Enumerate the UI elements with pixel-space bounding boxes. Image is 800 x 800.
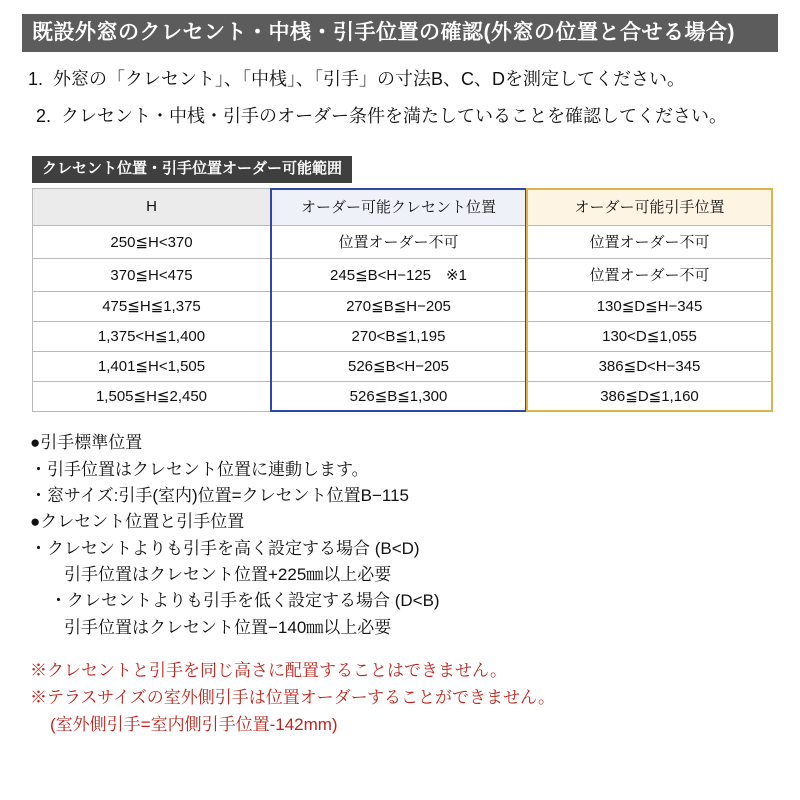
note-heading-positions: ●クレセント位置と引手位置 bbox=[30, 512, 245, 532]
note-line-window-size: ・窓サイズ:引手(室内)位置=クレセント位置B−115 bbox=[30, 485, 409, 505]
cell-h: 250≦H<370 bbox=[33, 226, 271, 259]
cell-handle: 386≦D<H−345 bbox=[527, 352, 773, 382]
cell-handle: 386≦D≦1,160 bbox=[527, 382, 773, 412]
cell-h: 1,505≦H≦2,450 bbox=[33, 382, 271, 412]
table-header-row bbox=[33, 189, 773, 226]
note-line-handle-linked: ・引手位置はクレセント位置に連動します。 bbox=[30, 459, 369, 479]
table-row bbox=[33, 322, 773, 352]
table-row bbox=[33, 259, 773, 292]
range-table bbox=[32, 188, 773, 412]
table-row bbox=[33, 292, 773, 322]
table-row bbox=[33, 226, 773, 259]
range-table-wrap bbox=[32, 188, 772, 412]
warning-same-height: ※クレセントと引手を同じ高さに配置することはできません。 bbox=[30, 660, 508, 680]
note-line-higher-case: ・クレセントよりも引手を高く設定する場合 (B<D) bbox=[30, 538, 420, 558]
warning-terrace-size: ※テラスサイズの室外側引手は位置オーダーすることができません。 bbox=[30, 688, 555, 708]
step-text-1: 外窓の「クレセント」、「中桟」、「引手」の寸法B、C、Dを測定してください。 bbox=[53, 69, 686, 90]
steps-list bbox=[22, 66, 778, 130]
note-line-lower-requirement: 引手位置はクレセント位置−140㎜以上必要 bbox=[64, 617, 392, 637]
cell-h: 1,375<H≦1,400 bbox=[33, 322, 271, 352]
step-text-2: クレセント・中桟・引手のオーダー条件を満たしていることを確認してください。 bbox=[61, 106, 728, 127]
step-item-2 bbox=[36, 103, 778, 130]
note-line-higher-requirement: 引手位置はクレセント位置+225㎜以上必要 bbox=[64, 564, 392, 584]
page-title: 既設外窓のクレセント・中桟・引手位置の確認(外窓の位置と合せる場合) bbox=[22, 14, 778, 52]
cell-crescent: 245≦B<H−125 ※1 bbox=[271, 259, 527, 292]
cell-h: 370≦H<475 bbox=[33, 259, 271, 292]
column-header-handle: オーダー可能引手位置 bbox=[527, 189, 773, 226]
warning-outdoor-handle-note: (室外側引手=室内側引手位置-142mm) bbox=[50, 715, 338, 735]
note-heading-handle-standard: ●引手標準位置 bbox=[30, 433, 143, 453]
cell-crescent: 位置オーダー不可 bbox=[271, 226, 527, 259]
table-row bbox=[33, 382, 773, 412]
notes-section bbox=[30, 430, 778, 641]
column-header-h: H bbox=[33, 189, 271, 226]
cell-handle: 位置オーダー不可 bbox=[527, 259, 773, 292]
table-row bbox=[33, 352, 773, 382]
step-number-2: 2. bbox=[36, 106, 52, 127]
cell-handle: 位置オーダー不可 bbox=[527, 226, 773, 259]
step-item-1 bbox=[28, 66, 778, 93]
cell-crescent: 270≦B≦H−205 bbox=[271, 292, 527, 322]
cell-h: 475≦H≦1,375 bbox=[33, 292, 271, 322]
table-caption: クレセント位置・引手位置オーダー可能範囲 bbox=[32, 156, 352, 183]
cell-crescent: 526≦B<H−205 bbox=[271, 352, 527, 382]
cell-handle: 130≦D≦H−345 bbox=[527, 292, 773, 322]
cell-crescent: 526≦B≦1,300 bbox=[271, 382, 527, 412]
cell-h: 1,401≦H<1,505 bbox=[33, 352, 271, 382]
note-line-lower-case: ・クレセントよりも引手を低く設定する場合 (D<B) bbox=[50, 591, 440, 611]
cell-crescent: 270<B≦1,195 bbox=[271, 322, 527, 352]
cell-handle: 130<D≦1,055 bbox=[527, 322, 773, 352]
step-number-1: 1. bbox=[28, 69, 44, 90]
column-header-crescent: オーダー可能クレセント位置 bbox=[271, 189, 527, 226]
warnings-section bbox=[30, 657, 778, 739]
